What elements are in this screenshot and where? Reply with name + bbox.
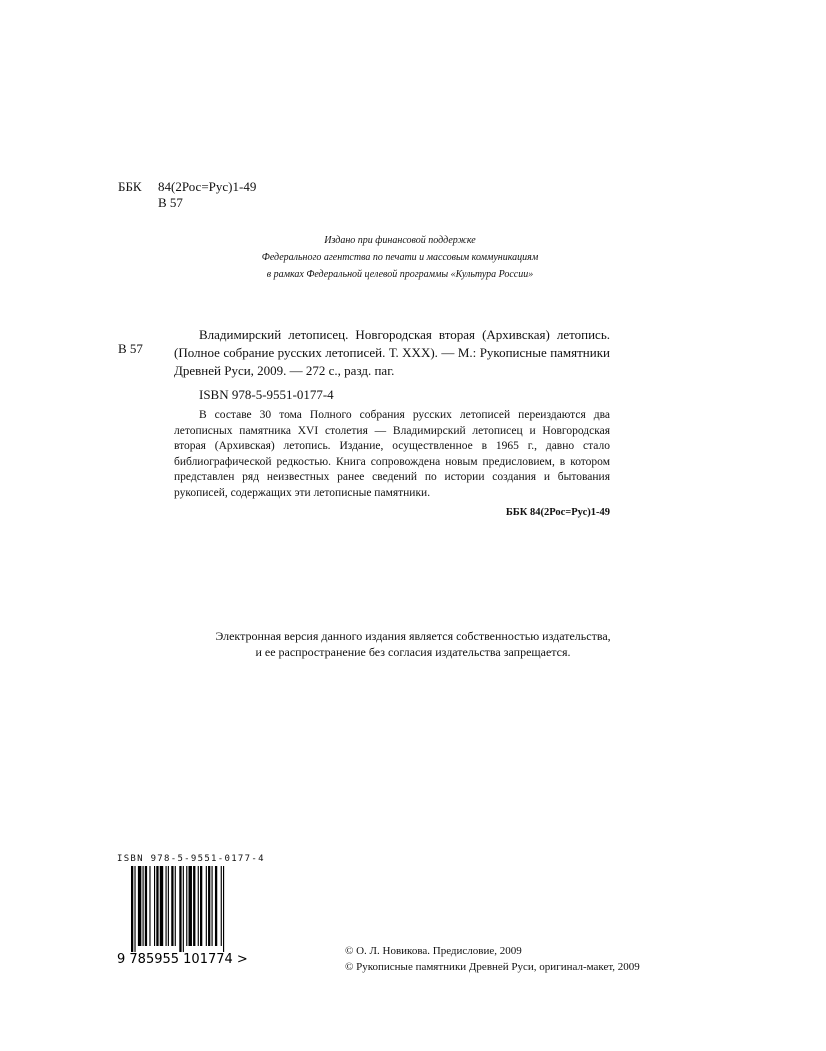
barcode-bar bbox=[154, 866, 155, 946]
barcode-bar bbox=[221, 866, 222, 946]
copyright-line-2: © Рукописные памятники Древней Руси, оригинал-макет, 2009 bbox=[345, 961, 640, 973]
barcode-bar bbox=[200, 866, 202, 946]
barcode-bar bbox=[183, 866, 184, 952]
barcode-bar bbox=[171, 866, 173, 946]
barcode-digits: 9 785955 101774 > bbox=[117, 952, 248, 966]
catalog-entry bbox=[174, 326, 610, 522]
barcode-bar bbox=[168, 866, 169, 946]
notice-line-2: и ее распространение без согласия издательства запрещается. bbox=[255, 645, 571, 659]
support-line-2: Федерального агентства по печати и массовым коммуникациям bbox=[261, 252, 539, 263]
bbk-index: 84(2Рос=Рус)1-49 bbox=[158, 179, 257, 194]
barcode-bar bbox=[212, 866, 213, 946]
copyright-block bbox=[345, 943, 640, 975]
electronic-version-notice bbox=[150, 628, 676, 660]
barcode-bar bbox=[160, 866, 163, 946]
barcode-bar bbox=[131, 866, 133, 952]
bbk-bold: ББК 84(2Рос=Рус)1-49 bbox=[505, 507, 610, 518]
barcode-bar bbox=[138, 866, 141, 946]
barcode-bar bbox=[198, 866, 199, 946]
bbk-label: ББК bbox=[118, 179, 142, 194]
copyright-line-1: © О. Л. Новикова. Предисловие, 2009 bbox=[345, 945, 522, 957]
barcode-bar bbox=[206, 866, 207, 946]
barcode-bar bbox=[179, 866, 181, 952]
barcode-bar bbox=[186, 866, 187, 946]
barcode-bar bbox=[143, 866, 144, 946]
isbn-line: ISBN 978-5-9551-0177-4 bbox=[199, 387, 334, 402]
support-line-1: Издано при финансовой поддержке bbox=[324, 235, 476, 246]
bbk-block bbox=[118, 179, 256, 211]
barcode-bar bbox=[189, 866, 192, 946]
barcode-bar bbox=[145, 866, 147, 946]
barcode-top-text: ISBN 978-5-9551-0177-4 bbox=[117, 854, 265, 864]
barcode-graphic bbox=[117, 866, 267, 966]
bbk-author-mark: В 57 bbox=[158, 195, 183, 210]
barcode-bar bbox=[166, 866, 167, 946]
catalog-code: В 57 bbox=[118, 341, 143, 356]
barcode-bar bbox=[175, 866, 176, 946]
isbn-barcode bbox=[117, 854, 265, 966]
support-line-3: в рамках Федеральной целевой программы «Культура России» bbox=[266, 269, 534, 280]
barcode-bar bbox=[193, 866, 195, 946]
annotation: В составе 30 тома Полного собрания русских летописей переиздаются два летописных памятника XVI столетия — Владимирский летописец и Новгородская вторая (Архивская) летопись. Издание, осуществленное в 1965 г., давно стало библиографической редкостью. Книга сопровождена новым предисловием, в котором представлен ряд неизвестных ранее сведений по истории создания и бытования рукописей, содержащих эти летописные памятники. bbox=[174, 409, 610, 499]
financial-support-note bbox=[180, 232, 620, 283]
barcode-bar bbox=[149, 866, 150, 946]
barcode-bar bbox=[208, 866, 210, 946]
barcode-bar bbox=[134, 866, 135, 952]
bibliographic-reference: Владимирский летописец. Новгородская вторая (Архивская) летопись. (Полное собрание русских летописей. Т. XXX). — М.: Рукописные памятники Древней Руси, 2009. — 272 с., разд. паг. bbox=[174, 327, 610, 378]
barcode-bar bbox=[215, 866, 217, 946]
notice-line-1: Электронная версия данного издания является собственностью издательства, bbox=[215, 629, 611, 643]
barcode-bar bbox=[156, 866, 158, 946]
barcode-bar bbox=[223, 866, 224, 952]
